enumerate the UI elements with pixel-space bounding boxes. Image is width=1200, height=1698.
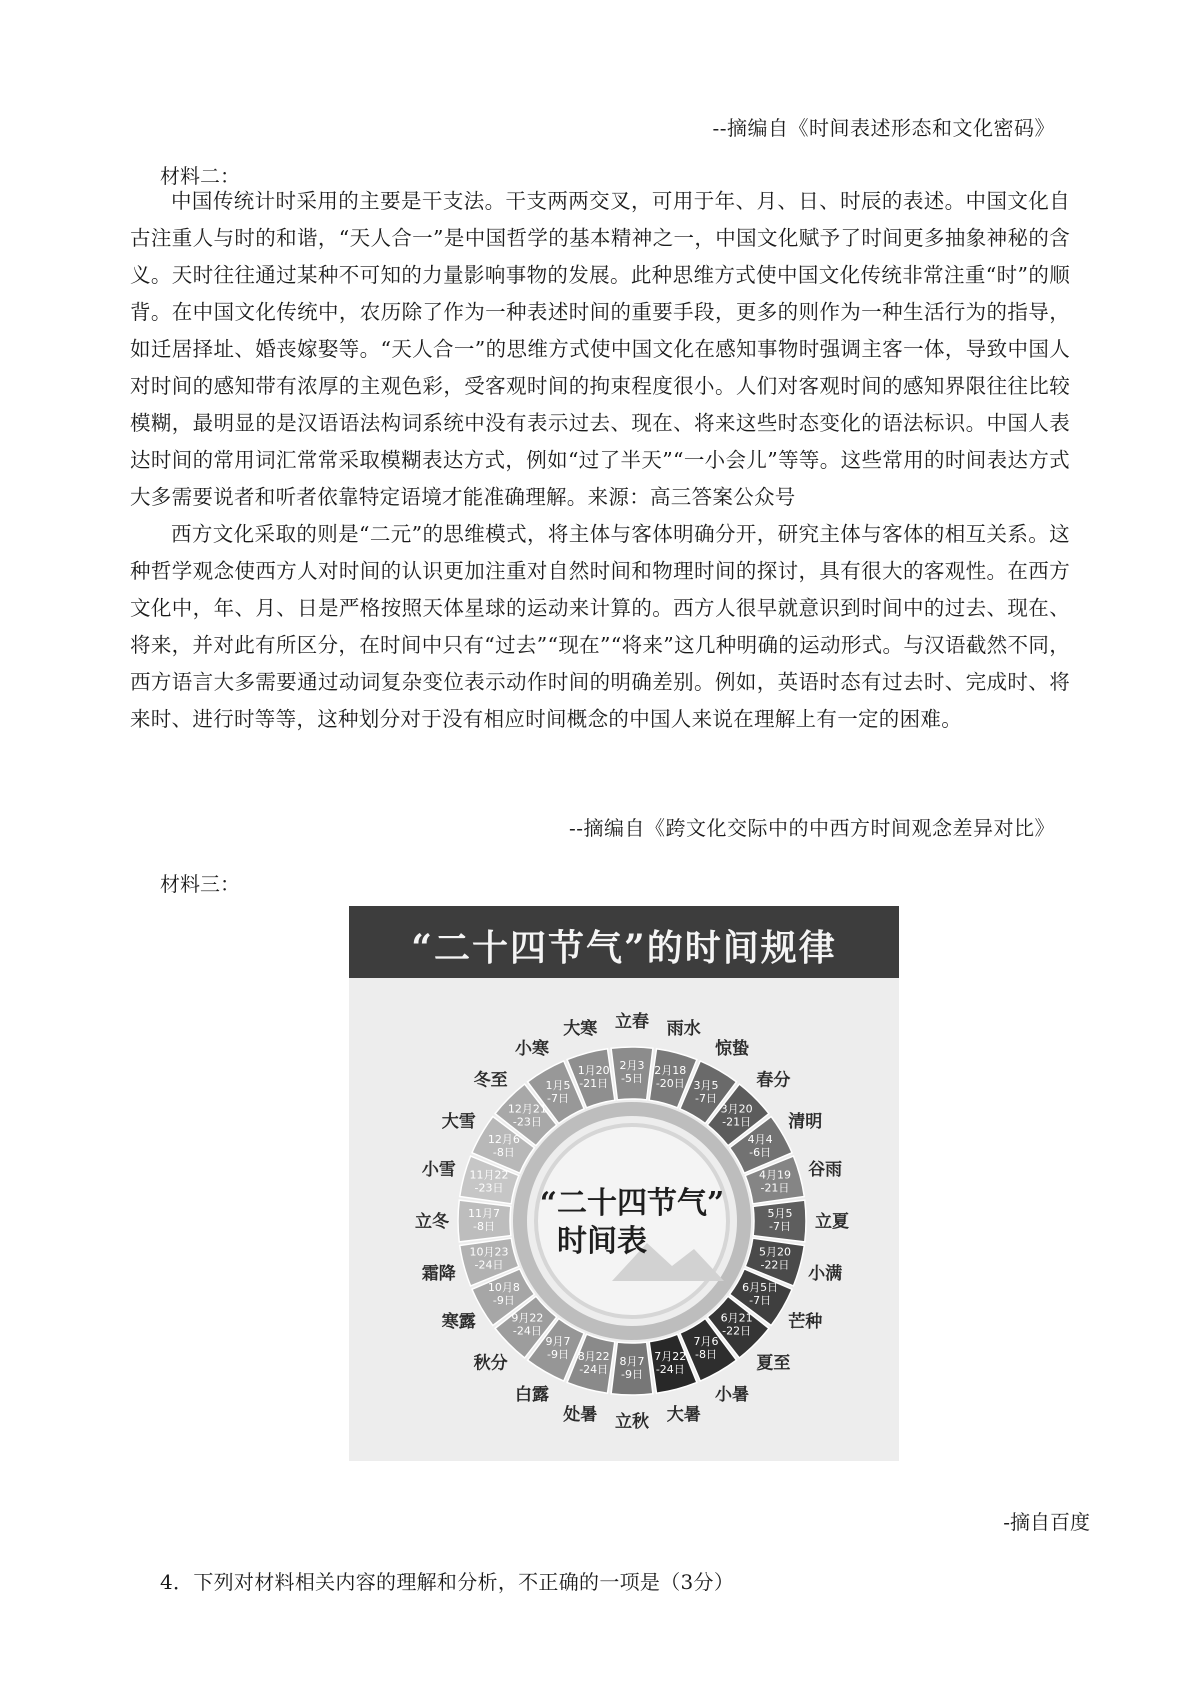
term-date: 9月22 -24日 [511, 1311, 544, 1338]
material-3-heading: 材料三： [160, 872, 240, 896]
source-citation-1: --摘编自《时间表述形态和文化密码》 [712, 116, 1055, 140]
term-date: 5月20 -22日 [758, 1245, 791, 1272]
term-name: 惊蛰 [715, 1038, 749, 1059]
term-name: 春分 [756, 1070, 791, 1091]
term-date: 10月8 -9日 [487, 1281, 520, 1307]
term-date: 4月19 -21日 [758, 1168, 791, 1195]
term-date: 1月20 -21日 [577, 1064, 610, 1091]
term-name: 立春 [615, 1012, 649, 1032]
term-name: 谷雨 [808, 1160, 843, 1181]
term-date: 1月5 -7日 [545, 1078, 571, 1105]
solar-terms-figure [349, 906, 899, 1461]
term-date: 7月22 -24日 [654, 1349, 687, 1376]
term-name: 大雪 [441, 1112, 476, 1132]
source-citation-2: --摘编自《跨文化交际中的中西方时间观念差异对比》 [568, 816, 1055, 840]
term-date: 3月20 -21日 [720, 1102, 753, 1129]
term-name: 雨水 [666, 1018, 701, 1039]
term-name: 大寒 [563, 1018, 598, 1039]
term-name: 立冬 [415, 1212, 449, 1232]
term-date: 6月5日-7日 [742, 1281, 779, 1307]
term-date: 11月22 -23日 [469, 1168, 509, 1195]
term-date: 2月18 -20日 [654, 1064, 687, 1091]
term-name: 夏至 [756, 1353, 791, 1374]
term-name: 秋分 [473, 1353, 508, 1374]
term-name: 小满 [808, 1263, 843, 1284]
material-2-paragraph-2: 西方文化采取的则是“二元”的思维模式，将主体与客体明确分开，研究主体与客体的相互关系。这种哲学观念使西方人对时间的认识更加注重对自然时间和物理时间的探讨，具有很大的客观性。在西方文化中，年、月、日是严格按照天体星球的运动来计算的。西方人很早就意识到时间中的过去、现在、将来，并对此有所区分，在时间中只有“过去”“现在”“将来”这几种明确的运动形式。与汉语截然不同，西方语言大多需要通过动词复杂变位表示动作时间的明确差别。例如，英语时态有过去时、完成时、将来时、进行时等等，这种划分对于没有相应时间概念的中国人来说在理解上有一定的困难。 [130, 522, 1070, 731]
term-date: 6月21 -22日 [720, 1311, 753, 1338]
term-date: 12月21 -23日 [507, 1102, 547, 1129]
source-citation-3: -摘自百度 [1003, 1510, 1090, 1534]
term-date: 11月7 -8日 [468, 1207, 500, 1233]
question-4: 4．下列对材料相关内容的理解和分析，不正确的一项是（3分） [160, 1570, 735, 1594]
term-name: 大暑 [666, 1405, 701, 1426]
term-name: 小寒 [515, 1038, 549, 1059]
term-date: 4月4 -6日 [747, 1133, 773, 1159]
term-date: 12月6 -8日 [487, 1133, 520, 1159]
term-name: 立秋 [615, 1412, 649, 1432]
term-name: 冬至 [473, 1070, 508, 1091]
solar-terms-wheel [349, 906, 899, 1461]
term-date: 7月6 -8日 [693, 1335, 719, 1362]
term-date: 9月7 -9日 [545, 1335, 571, 1362]
term-name: 霜降 [421, 1263, 456, 1284]
term-name: 芒种 [788, 1312, 823, 1332]
figure-title: “二十四节气”的时间规律 [411, 927, 837, 969]
material-2-heading: 材料二： [160, 164, 240, 188]
center-title-line-1: “二十四节气” [539, 1186, 725, 1221]
term-name: 小雪 [421, 1160, 456, 1181]
center-title-line-2: 时间表 [557, 1224, 647, 1259]
material-2-paragraph-1: 中国传统计时采用的主要是干支法。干支两两交叉，可用于年、月、日、时辰的表述。中国文化自古注重人与时的和谐，“天人合一”是中国哲学的基本精神之一，中国文化赋予了时间更多抽象神秘的含义。天时往往通过某种不可知的力量影响事物的发展。此种思维方式使中国文化传统非常注重“时”的顺背。在中国文化传统中，农历除了作为一种表述时间的重要手段，更多的则作为一种生活行为的指导，如迁居择址、婚丧嫁娶等。“天人合一”的思维方式使中国文化在感知事物时强调主客一体，导致中国人对时间的感知带有浓厚的主观色彩，受客观时间的拘束程度很小。人们对客观时间的感知界限往往比较模糊，最明显的是汉语语法构词系统中没有表示过去、现在、将来这些时态变化的语法标识。中国人表达时间的常用词汇常常采取模糊表达方式，例如“过了半天”“一小会儿”等等。这些常用的时间表达方式大多需要说者和听者依靠特定语境才能准确理解。来源：高三答案公众号 [130, 189, 1070, 509]
term-date: 8月22 -24日 [577, 1349, 610, 1376]
term-name: 小暑 [715, 1385, 749, 1406]
term-date: 5月5 -7日 [767, 1207, 793, 1233]
term-name: 白露 [515, 1385, 549, 1406]
term-name: 寒露 [441, 1312, 476, 1332]
term-name: 处暑 [563, 1405, 598, 1426]
term-date: 3月5 -7日 [693, 1078, 719, 1105]
term-name: 立夏 [815, 1212, 849, 1232]
term-date: 10月23 -24日 [469, 1245, 509, 1272]
term-name: 清明 [788, 1112, 823, 1132]
term-date: 2月3 -5日 [619, 1059, 645, 1085]
term-date: 8月7 -9日 [619, 1355, 645, 1381]
inner-ring-center [536, 1125, 728, 1317]
